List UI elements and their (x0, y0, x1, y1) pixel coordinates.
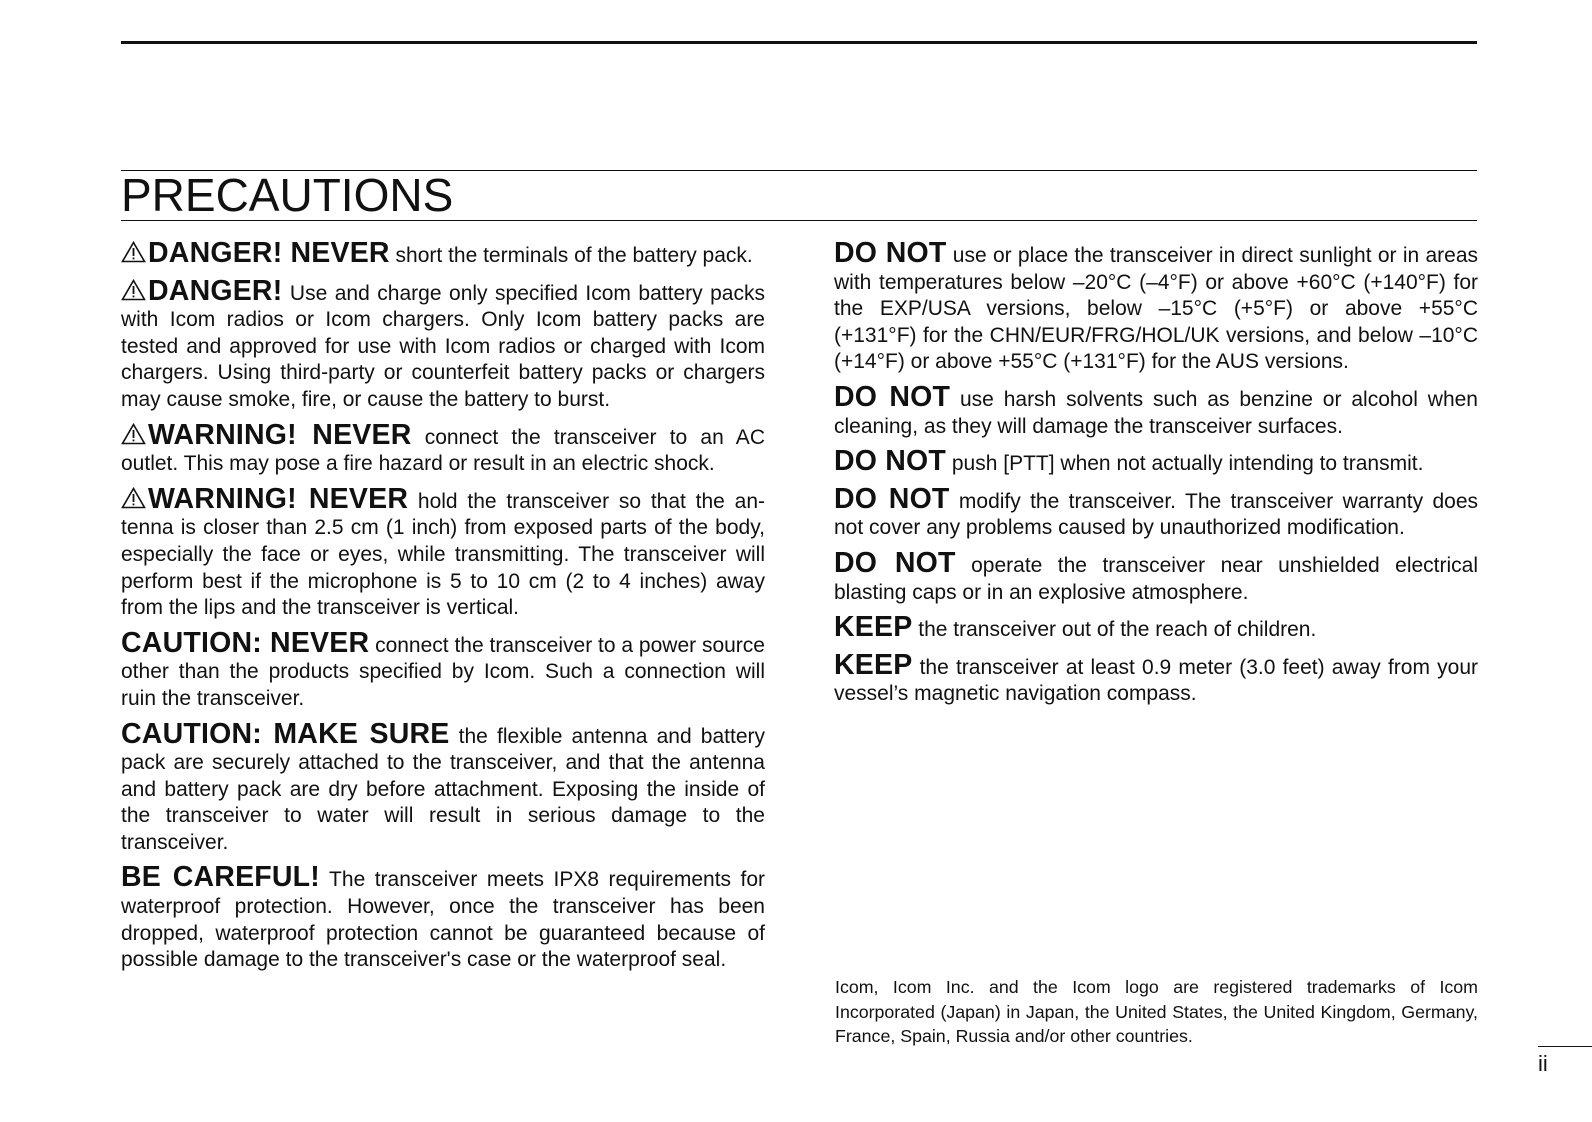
precaution-text: the flexible antenna and battery pack are securely attached to the transceiver, and that the antenna and battery pack are dry before attachment. Exposing the inside of the transceiver to water will result in serious damage to the transceiver. (121, 724, 765, 854)
precaution-item (834, 445, 1478, 478)
precaution-item (121, 861, 765, 973)
precaution-text: operate the transceiver near unshielded electrical blasting caps or in an explosive atmosphere. (834, 553, 1478, 604)
precaution-text: use harsh solvents such as benzine or alcohol when cleaning, as they will damage the transceiver surfaces. (834, 387, 1478, 438)
precaution-item (121, 626, 765, 713)
precaution-keyword: CAUTION: MAKE SURE (121, 717, 450, 750)
precaution-keyword: DANGER! NEVER (148, 237, 390, 269)
precaution-item (834, 237, 1479, 376)
precaution-item (121, 274, 765, 414)
warning-triangle-icon (121, 279, 146, 301)
precaution-keyword: DO NOT (834, 380, 951, 413)
page-number: ii (1538, 1051, 1548, 1076)
precaution-keyword: DO NOT (834, 482, 950, 515)
precaution-keyword: DO NOT (834, 546, 956, 579)
precaution-keyword: DANGER! (148, 274, 283, 307)
precaution-item (121, 418, 765, 478)
precaution-text: the transceiver out of the reach of children. (912, 618, 1317, 642)
precaution-keyword: WARNING! NEVER (148, 418, 412, 451)
trademark-notice: Icom, Icom Inc. and the Icom logo are registered trademarks of Icom Incorporated (Japan) in Japan, the United States, the United Kingdom, Germany, France, Spain, Russia and/or other countries. (835, 977, 1478, 1047)
precaution-text: The transceiver meets IPX8 requirements for waterproof protection. However, once the transceiver has been dropped, waterproof protection cannot be guaranteed because of possible damage to the transceiver's case or the waterproof seal. (121, 868, 765, 972)
warning-triangle-icon (121, 423, 146, 445)
title-rule-bottom (121, 220, 1477, 221)
precaution-item (834, 546, 1478, 606)
warning-triangle-icon (121, 241, 146, 263)
precaution-item (834, 482, 1478, 542)
precaution-text: use or place the transceiver in direct sunlight or in areas with temperatures below –20°C (–4°F) or above +60°C (+140°F) for the EXP/USA versions, below –15°C (+5°F) or above +55°C (+131°F) for the CHN/EUR/FRG/HOL/UK versions, and below –10°C (+14°F) or above +55°C (+131°F) for the AUS versions. (834, 244, 1479, 374)
precaution-keyword: DO NOT (834, 445, 947, 478)
precaution-keyword: KEEP (834, 611, 913, 644)
precaution-text: connect the transceiver to an AC outlet. This may pose a fire hazard or result in an electric shock. (121, 425, 765, 476)
precaution-item (834, 648, 1478, 708)
precaution-text: hold the transceiver so that the antenna is closer than 2.5 cm (1 inch) from exposed parts of the body, especially the face or eyes, while transmitting. The transceiver will perform best if the microphone is 5 to 10 cm (2 to 4 inches) away from the lips and the transceiver is vertical. (121, 489, 765, 620)
precaution-text: the transceiver at least 0.9 meter (3.0 feet) away from your vessel’s magnetic navigation compass. (834, 655, 1478, 706)
precaution-keyword: CAUTION: NEVER (121, 626, 370, 659)
page-title: PRECAUTIONS (121, 169, 454, 221)
precaution-text: modify the transceiver. The transceiver warranty does not cover any problems caused by unauthorized modification. (834, 489, 1478, 540)
right-column (834, 237, 1479, 716)
left-column (121, 237, 765, 982)
precaution-item (121, 482, 765, 622)
precaution-keyword: WARNING! NEVER (148, 482, 409, 515)
precaution-text: short the terminals of the battery pack. (389, 244, 753, 267)
precaution-item (834, 611, 1478, 644)
precaution-text: Use and charge only specified Icom battery packs with Icom radios or Icom chargers. Only Icom battery packs are tested and approved for use with Icom radios or charged with Icom chargers. Using third-party or counterfeit battery packs or chargers may cause smoke, fire, or cause the battery to burst. (121, 281, 765, 411)
page-number-rule (1538, 1046, 1592, 1047)
precaution-keyword: DO NOT (834, 237, 947, 269)
precaution-item (121, 237, 765, 270)
precaution-keyword: KEEP (834, 648, 913, 681)
warning-triangle-icon (121, 487, 146, 509)
header-rule (121, 41, 1477, 44)
precaution-keyword: BE CAREFUL! (121, 861, 320, 894)
precaution-item (834, 380, 1478, 440)
precaution-text: push [PTT] when not actually intending to transmit. (946, 452, 1424, 476)
precaution-item (121, 717, 765, 857)
precaution-text: connect the transceiver to a power source other than the products specified by Icom. Such a connection will ruin the transceiver. (121, 633, 765, 710)
